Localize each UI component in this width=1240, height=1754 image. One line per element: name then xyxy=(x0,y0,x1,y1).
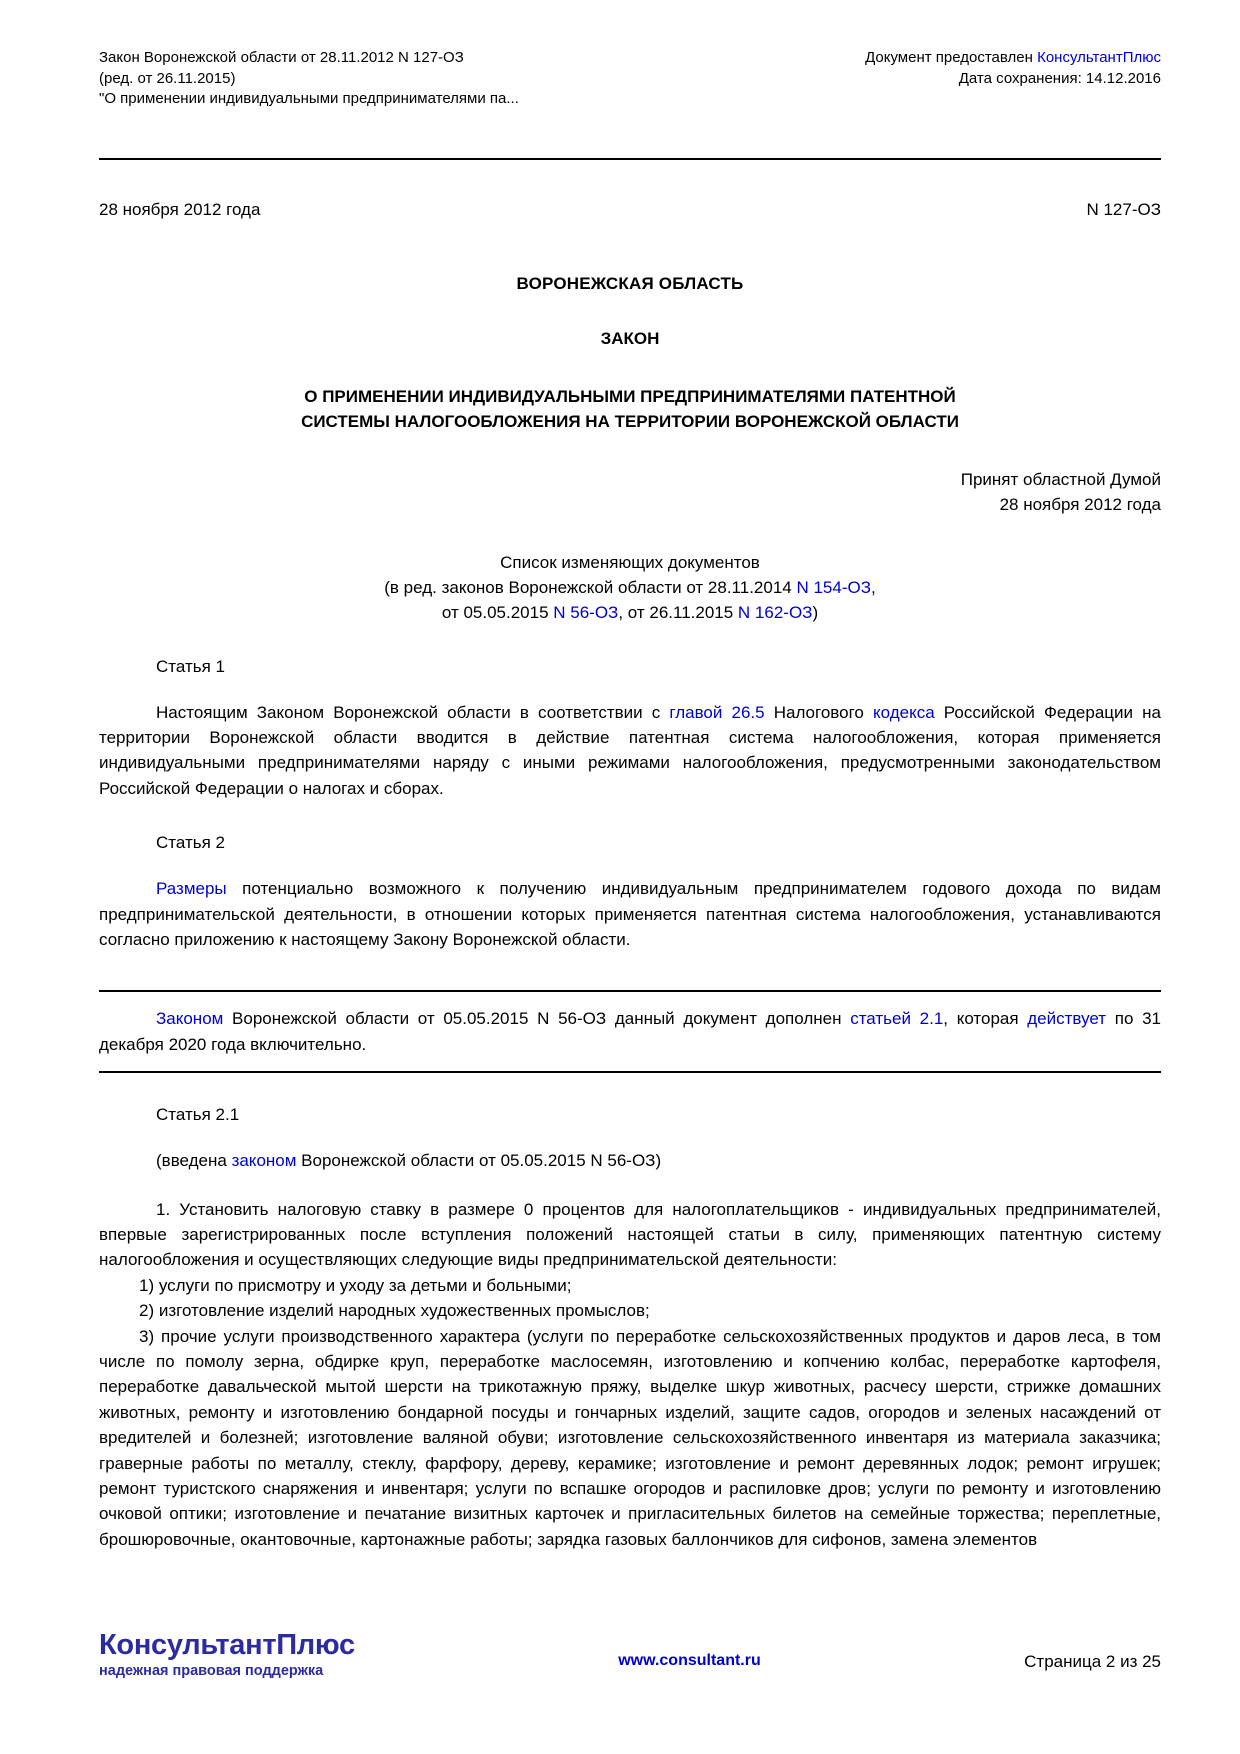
document-date: 28 ноября 2012 года xyxy=(99,199,261,219)
header-doc-title-line: Закон Воронежской области от 28.11.2012 N 127-ОЗ xyxy=(99,49,464,66)
page-title-line-2: СИСТЕМЫ НАЛОГООБЛОЖЕНИЯ НА ТЕРРИТОРИИ ВОРОНЕЖСКОЙ ОБЛАСТИ xyxy=(301,411,959,431)
page-content xyxy=(99,0,1161,1552)
amending-documents-caption: Список изменяющих документов xyxy=(500,552,760,572)
region-title: ВОРОНЕЖСКАЯ ОБЛАСТЬ xyxy=(516,273,744,293)
razmery-link[interactable]: Размеры xyxy=(156,879,227,899)
amend-line2-prefix: (в ред. законов Воронежской области от 28.11.2014 xyxy=(384,577,797,597)
header-document-info xyxy=(99,48,519,110)
amending-documents-line-3 xyxy=(99,600,1161,625)
article-21-intro xyxy=(99,1148,1161,1173)
document-number: N 127-ОЗ xyxy=(1086,199,1161,219)
article-21-list-item-2: 2) изготовление изделий народных художественных промыслов; xyxy=(139,1301,650,1321)
article1-text-c: Российской Федерации на территории Воронежской области вводится в действие патентная система налогообложения, которая применяется индивидуальными предпринимателями наряду с иными режимами налогообложения, предусмотренными законодательством Российской Федерации о налогах и сборах. xyxy=(99,702,1161,798)
notice-top-rule xyxy=(99,990,1161,992)
article-2-heading: Статья 2 xyxy=(156,833,225,853)
amending-documents-block xyxy=(99,550,1161,625)
amend-line2-suffix: , xyxy=(871,577,876,597)
article21-intro-prefix: (введена xyxy=(156,1151,232,1171)
amend-line3-middle: , от 26.11.2015 xyxy=(618,602,738,622)
article-1-paragraph xyxy=(99,700,1161,802)
article21-zakonom-link[interactable]: законом xyxy=(231,1151,297,1171)
notice-deystvuet-link[interactable]: действует xyxy=(1027,1009,1107,1029)
consultant-plus-link[interactable]: КонсультантПлюс xyxy=(1037,49,1161,66)
amend-link-56-oz[interactable]: N 56-ОЗ xyxy=(553,602,619,622)
header-provided-by-label: Документ предоставлен xyxy=(865,49,1038,66)
header-provided-by xyxy=(865,48,1161,69)
article-21-clause-1: 1. Установить налоговую ставку в размере 0 процентов для налогоплательщиков - индивидуальных предпринимателей, впервые зарегистрированных после вступления положений настоящей статьи в силу, применяющих патентную систему налогообложения и осуществляющих следующие виды предпринимательской деятельности: xyxy=(99,1199,1161,1270)
amend-line3-prefix: от 05.05.2015 xyxy=(441,602,554,622)
brand-tagline: надежная правовая поддержка xyxy=(99,1663,324,1680)
brand-name: КонсультантПлюс xyxy=(99,1629,355,1661)
adopted-by-date: 28 ноября 2012 года xyxy=(999,494,1161,514)
chapter-26-5-link[interactable]: главой 26.5 xyxy=(669,702,765,722)
document-header xyxy=(99,0,1161,110)
header-divider-rule xyxy=(99,158,1161,160)
document-footer xyxy=(99,1630,1161,1680)
article21-intro-suffix: Воронежской области от 05.05.2015 N 56-ОЗ) xyxy=(296,1151,662,1171)
header-doc-subject-line: "О применении индивидуальными предпринимателями па... xyxy=(99,90,519,107)
article1-text-b: Налогового xyxy=(764,702,873,722)
header-save-date: Дата сохранения: 14.12.2016 xyxy=(958,69,1161,87)
notice-text-1: Воронежской области от 05.05.2015 N 56-ОЗ данный документ дополнен xyxy=(223,1009,851,1029)
article-21-list-item-3: 3) прочие услуги производственного характера (услуги по переработке сельскохозяйственных продуктов и даров леса, в том числе по помолу зерна, обдирке круп, переработке маслосемян, изготовлению и копчению колбас, переработке картофеля, переработке давальческой мытой шерсти на трикотажную пряжу, выделке шкур животных, расчесу шерсти, стрижке домашних животных, ремонту и изготовлению бондарной посуды и гончарных изделий, защите садов, огородов и зеленых насаждений от вредителей и болезней; изготовление валяной обуви; изготовление сельскохозяйственного инвентаря из материала заказчика; граверные работы по металлу, стеклу, фарфору, дереву, керамике; изготовление и ремонт деревянных лодок; ремонт игрушек; ремонт туристского снаряжения и инвентаря; услуги по вспашке огородов и распиловке дров; услуги по ремонту и изготовлению очковой оптики; изготовление и печатание визитных карточек и пригласительных билетов на семейные торжества; переплетные, брошюровочные, окантовочные, картонажные работы; зарядка газовых баллончиков для сифонов, замена элементов xyxy=(99,1326,1161,1549)
page-title-line-1: О ПРИМЕНЕНИИ ИНДИВИДУАЛЬНЫМИ ПРЕДПРИНИМАТЕЛЯМИ ПАТЕНТНОЙ xyxy=(304,386,956,406)
law-word-title: ЗАКОН xyxy=(600,328,660,348)
page-title xyxy=(99,384,1161,434)
article-1-heading: Статья 1 xyxy=(156,656,225,676)
notice-zakonom-link[interactable]: Законом xyxy=(156,1009,224,1029)
adopted-by-block xyxy=(99,467,1161,517)
document-meta-row xyxy=(99,200,1161,220)
amend-link-154-oz[interactable]: N 154-ОЗ xyxy=(796,577,871,597)
amend-link-162-oz[interactable]: N 162-ОЗ xyxy=(737,602,813,622)
article2-text: потенциально возможного к получению индивидуальным предпринимателем годового дохода по видам предпринимательской деятельности, в отношении которых применяется патентная система налогообложения, устанавливаются согласно приложению к настоящему Закону Воронежской области. xyxy=(99,879,1161,949)
article1-text-a: Настоящим Законом Воронежской области в соответствии с xyxy=(156,702,670,722)
tax-code-link[interactable]: кодекса xyxy=(872,702,935,722)
amending-documents-line-2 xyxy=(99,575,1161,600)
amend-line3-suffix: ) xyxy=(812,602,819,622)
article-21-list-item-1: 1) услуги по присмотру и уходу за детьми и больными; xyxy=(139,1275,572,1295)
article-2-paragraph xyxy=(99,876,1161,952)
article-21-heading: Статья 2.1 xyxy=(156,1105,240,1125)
adopted-by-authority: Принят областной Думой xyxy=(960,469,1161,489)
notice-bottom-rule xyxy=(99,1071,1161,1073)
notice-text-3: по 31 декабря 2020 года включительно. xyxy=(99,1009,1162,1054)
footer-website-link[interactable]: www.consultant.ru xyxy=(618,1652,761,1669)
amendment-notice-text xyxy=(99,1006,1161,1057)
consultant-plus-logo xyxy=(99,1630,355,1680)
notice-text-2: , которая xyxy=(943,1009,1028,1029)
amendment-notice-block xyxy=(99,990,1161,1073)
footer-page-number: Страница 2 из 25 xyxy=(1024,1652,1161,1671)
header-doc-revision-line: (ред. от 26.11.2015) xyxy=(99,69,236,87)
notice-article-21-link[interactable]: статьей 2.1 xyxy=(850,1009,944,1029)
header-provider-info xyxy=(865,48,1161,89)
